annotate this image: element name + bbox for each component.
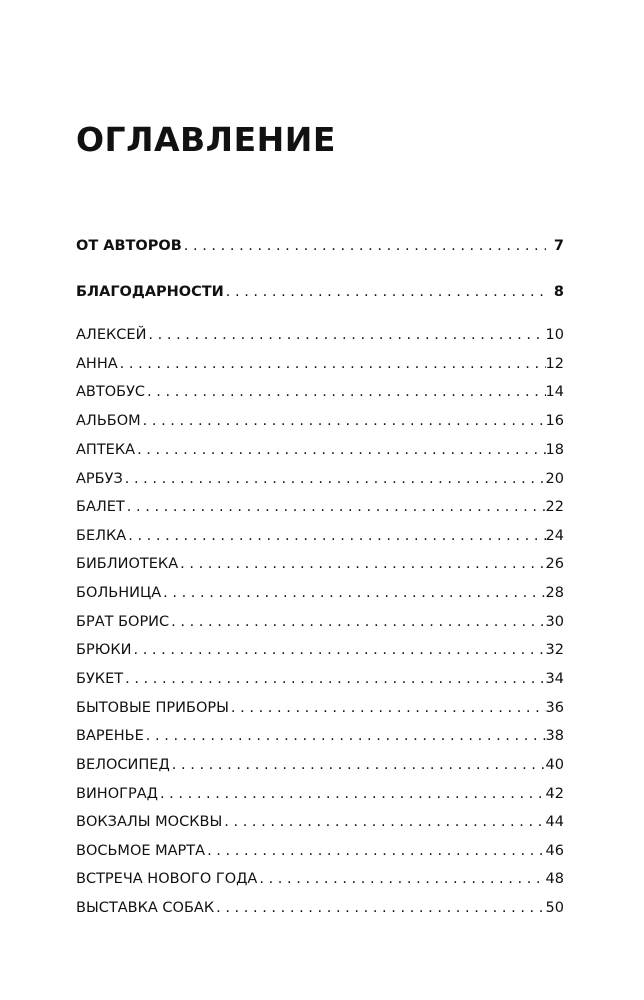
toc-entry[interactable] bbox=[76, 840, 564, 862]
toc-entry[interactable] bbox=[76, 381, 564, 403]
toc-entry-page: 38 bbox=[545, 728, 564, 744]
toc-entry-page: 16 bbox=[545, 413, 564, 429]
toc-entry-page: 42 bbox=[545, 786, 564, 802]
toc-entry-page: 32 bbox=[545, 642, 564, 658]
toc-entry-page: 28 bbox=[545, 585, 564, 601]
dot-leader bbox=[123, 668, 545, 690]
toc-entry-page: 12 bbox=[545, 356, 564, 372]
dot-leader bbox=[214, 897, 545, 919]
toc-entry-front[interactable] bbox=[76, 235, 564, 257]
toc-entry-page: 46 bbox=[545, 843, 564, 859]
toc-entry-front[interactable] bbox=[76, 281, 564, 303]
toc-entry-label: БИБЛИОТЕКА bbox=[76, 556, 179, 572]
dot-leader bbox=[169, 611, 545, 633]
toc-entry[interactable] bbox=[76, 783, 564, 805]
toc-entry[interactable] bbox=[76, 811, 564, 833]
toc-entry-page: 24 bbox=[545, 528, 564, 544]
dot-leader bbox=[141, 410, 546, 432]
toc-entry-label: АРБУЗ bbox=[76, 471, 123, 487]
dot-leader bbox=[126, 525, 545, 547]
toc-entry-page: 22 bbox=[545, 499, 564, 515]
toc-entry[interactable] bbox=[76, 353, 564, 375]
toc-entry-label: ОТ АВТОРОВ bbox=[76, 238, 182, 254]
toc-entry-page: 10 bbox=[545, 327, 564, 343]
toc-entry-label: БРЮКИ bbox=[76, 642, 132, 658]
toc-entry[interactable] bbox=[76, 496, 564, 518]
toc-entry[interactable] bbox=[76, 525, 564, 547]
toc-entry[interactable] bbox=[76, 324, 564, 346]
toc-entry-page: 34 bbox=[545, 671, 564, 687]
toc-entry-page: 20 bbox=[545, 471, 564, 487]
toc-entry-label: ВЫСТАВКА СОБАК bbox=[76, 900, 215, 916]
toc-entry[interactable] bbox=[76, 582, 564, 604]
dot-leader bbox=[178, 553, 545, 575]
toc-entry-label: ВИНОГРАД bbox=[76, 786, 158, 802]
toc-entry-label: ВОКЗАЛЫ МОСКВЫ bbox=[76, 814, 223, 830]
toc-entry-page: 14 bbox=[545, 384, 564, 400]
toc-entry-label: БЫТОВЫЕ ПРИБОРЫ bbox=[76, 700, 229, 716]
toc-entry-label: АВТОБУС bbox=[76, 384, 146, 400]
toc-entry[interactable] bbox=[76, 611, 564, 633]
toc-entry-label: ВАРЕНЬЕ bbox=[76, 728, 144, 744]
dot-leader bbox=[229, 697, 546, 719]
toc-entry[interactable] bbox=[76, 668, 564, 690]
dot-leader bbox=[123, 468, 546, 490]
toc-entry[interactable] bbox=[76, 468, 564, 490]
toc-entry-label: БЕЛКА bbox=[76, 528, 127, 544]
toc-entry-page: 30 bbox=[545, 614, 564, 630]
toc-entry-label: АПТЕКА bbox=[76, 442, 136, 458]
toc-entry-label: АЛЬБОМ bbox=[76, 413, 141, 429]
dot-leader bbox=[118, 353, 546, 375]
dot-leader bbox=[224, 281, 546, 303]
toc-entry-page: 44 bbox=[545, 814, 564, 830]
toc-entry[interactable] bbox=[76, 553, 564, 575]
toc-entry[interactable] bbox=[76, 868, 564, 890]
dot-leader bbox=[161, 582, 545, 604]
dot-leader bbox=[125, 496, 546, 518]
dot-leader bbox=[158, 783, 546, 805]
toc-entry-page: 26 bbox=[545, 556, 564, 572]
dot-leader bbox=[222, 811, 545, 833]
toc-entry[interactable] bbox=[76, 754, 564, 776]
toc-entry-page: 40 bbox=[545, 757, 564, 773]
toc-entry-label: БАЛЕТ bbox=[76, 499, 125, 515]
toc-entry-page: 48 bbox=[545, 871, 564, 887]
toc-entry-page: 18 bbox=[545, 442, 564, 458]
toc-entry-page: 8 bbox=[553, 284, 564, 300]
toc-entry[interactable] bbox=[76, 639, 564, 661]
dot-leader bbox=[144, 725, 546, 747]
toc-entry-label: АЛЕКСЕЙ bbox=[76, 327, 147, 343]
toc-entry[interactable] bbox=[76, 897, 564, 919]
toc-entry[interactable] bbox=[76, 725, 564, 747]
toc-entry[interactable] bbox=[76, 410, 564, 432]
toc-entry-page: 7 bbox=[553, 238, 564, 254]
dot-leader bbox=[145, 381, 546, 403]
toc-entry-page: 50 bbox=[545, 900, 564, 916]
toc-entry-label: ВЕЛОСИПЕД bbox=[76, 757, 170, 773]
dot-leader bbox=[146, 324, 545, 346]
page-title: ОГЛАВЛЕНИЕ bbox=[76, 120, 336, 159]
toc-entry-label: БЛАГОДАРНОСТИ bbox=[76, 284, 224, 300]
toc-entry-label: ВОСЬМОЕ МАРТА bbox=[76, 843, 206, 859]
toc-entry-label: АННА bbox=[76, 356, 118, 372]
toc-entry-label: БУКЕТ bbox=[76, 671, 124, 687]
dot-leader bbox=[205, 840, 545, 862]
dot-leader bbox=[182, 235, 546, 257]
toc-entry-label: БРАТ БОРИС bbox=[76, 614, 170, 630]
toc-entry[interactable] bbox=[76, 439, 564, 461]
dot-leader bbox=[170, 754, 546, 776]
toc-entry-label: ВСТРЕЧА НОВОГО ГОДА bbox=[76, 871, 258, 887]
dot-leader bbox=[257, 868, 545, 890]
toc-entry-page: 36 bbox=[545, 700, 564, 716]
dot-leader bbox=[135, 439, 545, 461]
toc-entry-label: БОЛЬНИЦА bbox=[76, 585, 162, 601]
dot-leader bbox=[132, 639, 546, 661]
toc-entry[interactable] bbox=[76, 697, 564, 719]
